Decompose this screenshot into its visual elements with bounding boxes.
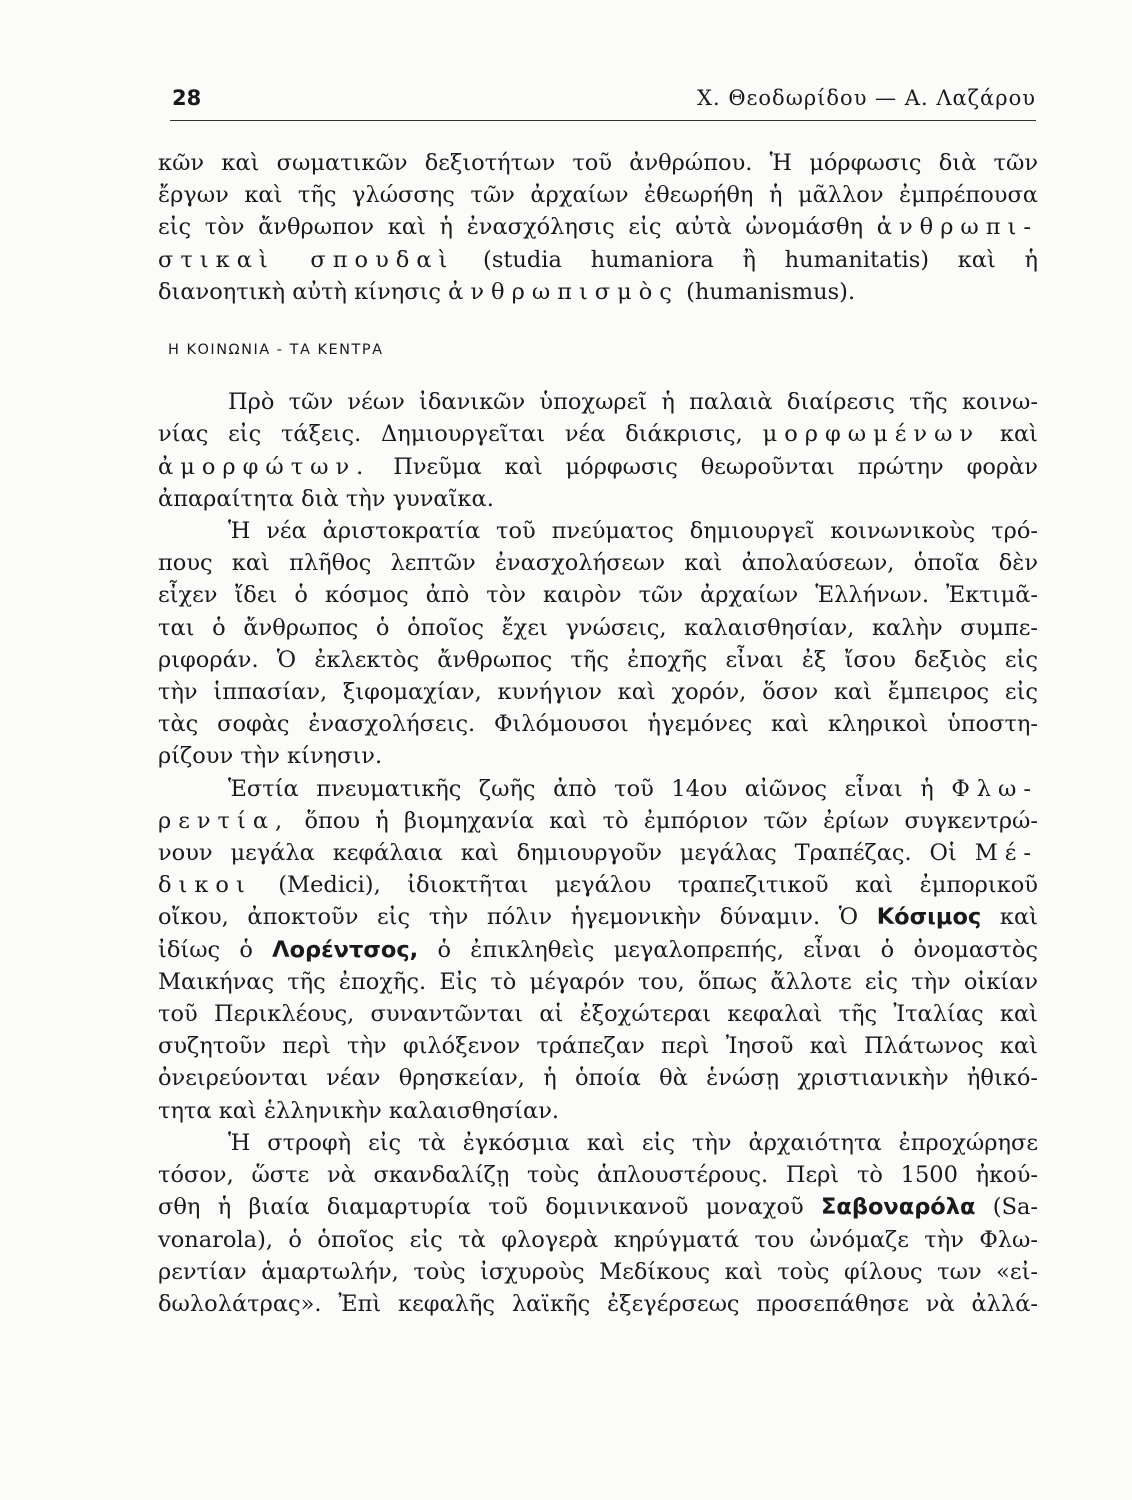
text-run: σθη ἡ βιαία διαμαρτυρία τοῦ δομινικανοῦ μοναχοῦ	[158, 1194, 804, 1221]
spaced-term: Μέ-	[974, 840, 1038, 867]
bold-name: Σαβοναρόλα	[821, 1194, 976, 1221]
text-line	[158, 244, 1038, 276]
text-run: (Sa-	[992, 1194, 1039, 1221]
text-line	[158, 934, 1038, 966]
text-line: δωλολάτρας». Ἐπὶ κεφαλῆς λαϊκῆς ἐξεγέρσεως προσεπάθησε νὰ ἀλλά-	[158, 1290, 1038, 1317]
text-run: νίας εἰς τάξεις. Δημιουργεῖται νέα διάκρισις,	[158, 421, 743, 448]
text-line	[158, 276, 1038, 308]
text-line: τητα καὶ ἑλληνικὴν καλαισθησίαν.	[158, 1097, 560, 1124]
text-run: νουν μεγάλα κεφάλαια καὶ δημιουργοῦν μεγάλας Τραπέζας. Οἱ	[158, 840, 957, 867]
spaced-term: ἀνθρωπι-	[876, 214, 1038, 241]
text-run: Ἑστία πνευματικῆς ζωῆς ἀπὸ τοῦ 14ου αἰῶνος εἶναι ἡ	[228, 775, 934, 802]
text-line: ρίζουν τὴν κίνησιν.	[158, 743, 383, 770]
spaced-term: ρεντία,	[158, 807, 290, 834]
spaced-term: δικοι	[158, 872, 252, 899]
text-line: τόσον, ὥστε νὰ σκανδαλίζῃ τοὺς ἁπλουστέρους. Περὶ τὸ 1500 ἠκού-	[158, 1162, 1038, 1189]
page-header	[170, 86, 1036, 121]
spaced-term: ἀμορφώτων.	[158, 453, 371, 480]
section-heading: Η ΚΟΙΝΩΝΙΑ - ΤΑ ΚΕΝΤΡΑ	[168, 342, 384, 359]
text-run: ἰδίως ὁ	[158, 936, 253, 963]
text-run: (Medici), ἰδιοκτῆται μεγάλου τραπεζιτικοῦ καὶ ἐμπορικοῦ	[278, 872, 1038, 899]
text-line: Μαικήνας τῆς ἐποχῆς. Εἰς τὸ μέγαρόν του, ὅπως ἄλλοτε εἰς τὴν οἰκίαν	[158, 968, 1038, 995]
text-line: ἔργων καὶ τῆς γλώσσης τῶν ἀρχαίων ἐθεωρήθη ἡ μᾶλλον ἐμπρέπουσα	[158, 182, 1038, 209]
paragraph-4	[158, 773, 1038, 1127]
text-run: (humanismus).	[686, 278, 856, 305]
paragraph-1	[158, 147, 1038, 308]
running-title: Χ. Θεοδωρίδου — Α. Λαζάρου	[697, 86, 1036, 110]
text-run: ὅπου ἡ βιομηχανία καὶ τὸ ἐμπόριον τῶν ἐρίων συγκεντρώ-	[304, 807, 1039, 834]
page-body	[158, 147, 1038, 1320]
spaced-term: μορφωμένων	[762, 421, 981, 448]
text-line: πους καὶ πλῆθος λεπτῶν ἐνασχολήσεων καὶ ἀπολαύσεων, ὁποῖα δὲν	[158, 550, 1038, 577]
text-run: ὁ ἐπικληθεὶς μεγαλοπρεπής, εἶναι ὁ ὀνομαστὸς	[437, 936, 1039, 963]
text-line: ἀπαραίτητα διὰ τὴν γυναῖκα.	[158, 485, 494, 512]
text-line: τοῦ Περικλέους, συναντῶνται αἱ ἐξοχώτεραι κεφαλαὶ τῆς Ἰταλίας καὶ	[158, 1001, 1038, 1028]
text-line	[158, 869, 1038, 901]
text-run: Πνεῦμα καὶ μόρφωσις θεωροῦνται πρώτην φορὰν	[393, 453, 1038, 480]
text-line	[158, 805, 1038, 837]
text-line: ριφοράν. Ὁ ἐκλεκτὸς ἄνθρωπος τῆς ἐποχῆς εἶναι ἐξ ἴσου δεξιὸς εἰς	[158, 646, 1038, 673]
text-run: (studia humaniora ἢ humanitatis) καὶ ἡ	[483, 246, 1039, 273]
page-number: 28	[172, 86, 202, 110]
text-line: Ἡ στροφὴ εἰς τὰ ἐγκόσμια καὶ εἰς τὴν ἀρχαιότητα ἐπροχώρησε	[228, 1129, 1038, 1156]
text-line: τὰς σοφὰς ἐνασχολήσεις. Φιλόμουσοι ἡγεμόνες καὶ κληρικοὶ ὑποστη-	[158, 711, 1038, 738]
text-line: ρεντίαν ἁμαρτωλήν, τοὺς ἰσχυροὺς Μεδίκους καὶ τοὺς φίλους των «εἰ-	[158, 1258, 1038, 1285]
text-run: καὶ	[999, 904, 1039, 931]
text-line: ὀνειρεύονται νέαν θρησκείαν, ἡ ὁποία θὰ ἑνώσῃ χριστιανικὴν ἠθικό-	[158, 1065, 1038, 1092]
spaced-term: στικαὶ σπουδαὶ	[158, 246, 455, 273]
text-line	[158, 773, 1038, 805]
text-line: Πρὸ τῶν νέων ἰδανικῶν ὑποχωρεῖ ἡ παλαιὰ διαίρεσις τῆς κοινω-	[228, 389, 1038, 416]
spaced-term: ἀνθρωπισμὸς	[448, 278, 679, 305]
spaced-term: Φλω-	[951, 775, 1038, 802]
text-line	[158, 837, 1038, 869]
text-run: οἴκου, ἀποκτοῦν εἰς τὴν πόλιν ἡγεμονικὴν δύναμιν. Ὁ	[158, 904, 859, 931]
text-line: τὴν ἱππασίαν, ξιφομαχίαν, κυνήγιον καὶ χορόν, ὅσον καὶ ἔμπειρος εἰς	[158, 679, 1038, 706]
text-run: εἰς τὸν ἄνθρωπον καὶ ἡ ἐνασχόλησις εἰς αὐτὰ ὠνομάσθη	[158, 214, 864, 241]
bold-name: Λορέντσος,	[272, 936, 419, 963]
text-line: ται ὁ ἄνθρωπος ὁ ὁποῖος ἔχει γνώσεις, καλαισθησίαν, καλὴν συμπε-	[158, 614, 1038, 641]
text-line	[158, 451, 1038, 483]
text-line: συζητοῦν περὶ τὴν φιλόξενον τράπεζαν περὶ Ἰησοῦ καὶ Πλάτωνος καὶ	[158, 1033, 1038, 1060]
paragraph-3	[158, 515, 1038, 773]
text-line	[158, 1191, 1038, 1223]
paragraph-5	[158, 1127, 1038, 1320]
text-line	[158, 901, 1038, 933]
text-line	[158, 418, 1038, 450]
paragraph-2	[158, 386, 1038, 515]
text-line: vonarola), ὁ ὁποῖος εἰς τὰ φλογερὰ κηρύγματά του ὠνόμαζε τὴν Φλω-	[158, 1226, 1038, 1253]
text-run: διανοητικὴ αὐτὴ κίνησις	[158, 278, 442, 305]
text-line: κῶν καὶ σωματικῶν δεξιοτήτων τοῦ ἀνθρώπου. Ἡ μόρφωσις διὰ τῶν	[158, 150, 1038, 176]
text-run: καὶ	[999, 421, 1039, 448]
text-line	[158, 211, 1038, 243]
text-line: εἶχεν ἴδει ὁ κόσμος ἀπὸ τὸν καιρὸν τῶν ἀρχαίων Ἑλλήνων. Ἐκτιμᾶ-	[158, 582, 1038, 609]
text-line: Ἡ νέα ἀριστοκρατία τοῦ πνεύματος δημιουργεῖ κοινωνικοὺς τρό-	[228, 518, 1038, 545]
bold-name: Κόσιμος	[876, 904, 982, 931]
